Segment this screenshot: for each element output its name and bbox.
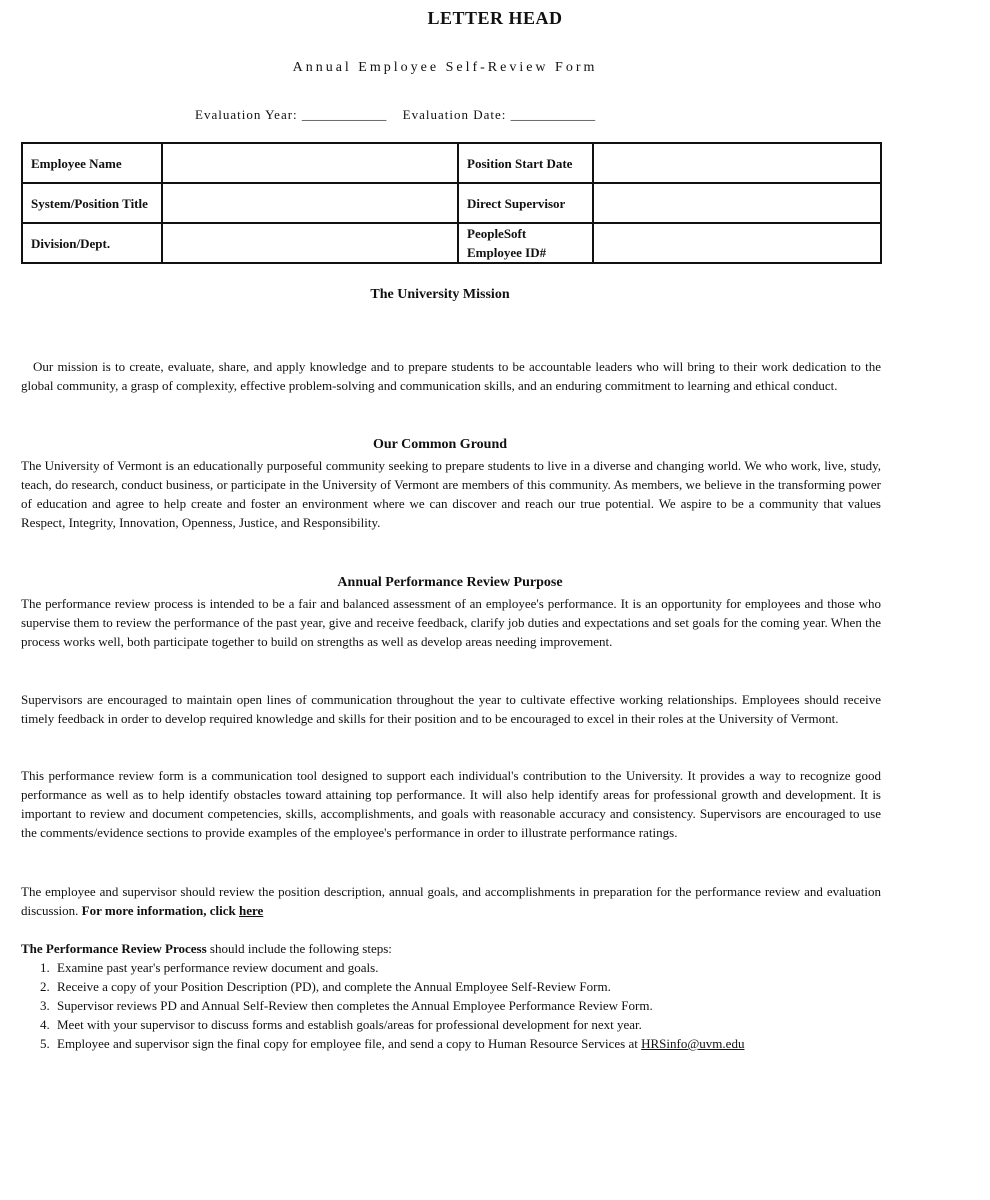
list-item bbox=[53, 1034, 913, 1053]
step-text: Employee and supervisor sign the final copy for employee file, and send a copy to Human Resource Services at bbox=[57, 1036, 638, 1051]
list-item bbox=[53, 977, 913, 996]
employee-info-table bbox=[21, 142, 882, 264]
step-text: Receive a copy of your Position Description (PD), and complete the Annual Employee Self-Review Form. bbox=[57, 979, 611, 994]
process-heading bbox=[21, 939, 881, 958]
division-dept-label: Division/Dept. bbox=[22, 223, 162, 263]
list-item bbox=[53, 958, 913, 977]
peoplesoft-id-field[interactable] bbox=[593, 223, 881, 263]
direct-supervisor-label: Direct Supervisor bbox=[458, 183, 593, 223]
step-text: Meet with your supervisor to discuss forms and establish goals/areas for professional development for next year. bbox=[57, 1017, 642, 1032]
hr-email-link[interactable]: HRSinfo@uvm.edu bbox=[641, 1036, 745, 1051]
table-row bbox=[22, 223, 881, 263]
evaluation-line bbox=[195, 107, 607, 123]
direct-supervisor-field[interactable] bbox=[593, 183, 881, 223]
table-row bbox=[22, 143, 881, 183]
common-ground-text: The University of Vermont is an educationally purposeful community seeking to prepare students to live in a diverse and changing world. We who work, live, study, teach, do research, conduct business, or participate in the University of Vermont are members of this community. As members, we believe in the transforming power of education and agree to help create and foster an environment where we can discover and reach our true potential. We aspire to be a community that values Respect, Integrity, Innovation, Openness, Justice, and Responsibility. bbox=[21, 458, 881, 530]
peoplesoft-id-label: PeopleSoft Employee ID# bbox=[458, 223, 593, 263]
purpose-paragraph-4-text: The employee and supervisor should review the position description, annual goals, and accomplishments in preparation for the performance review and evaluation discussion. bbox=[21, 884, 881, 918]
list-item bbox=[53, 1015, 913, 1034]
evaluation-year-field[interactable]: _____________ bbox=[301, 107, 387, 122]
evaluation-date-label: Evaluation Date: bbox=[402, 107, 507, 122]
process-heading-rest: should include the following steps: bbox=[209, 941, 392, 956]
here-link[interactable]: here bbox=[238, 903, 264, 918]
list-item bbox=[53, 996, 913, 1015]
system-position-title-label: System/Position Title bbox=[22, 183, 162, 223]
division-dept-field[interactable] bbox=[162, 223, 458, 263]
employee-name-field[interactable] bbox=[162, 143, 458, 183]
purpose-paragraph-3: This performance review form is a communication tool designed to support each individual's contribution to the University. It provides a way to recognize good performance as well as to help identify obstacles toward attaining top performance. It will also help identify areas for professional growth and development. It is important to review and document competencies, skills, accomplishments, and goals with reasonable accuracy and consistency. Supervisors are encouraged to use the comments/evidence sections to provide examples of the employee's performance in order to illustrate performance ratings. bbox=[21, 768, 881, 840]
evaluation-year-label: Evaluation Year: bbox=[195, 107, 298, 122]
letter-head: LETTER HEAD bbox=[427, 8, 563, 28]
mission-heading: The University Mission bbox=[370, 287, 510, 302]
evaluation-date-field[interactable]: _____________ bbox=[510, 107, 596, 122]
common-ground-heading: Our Common Ground bbox=[372, 437, 508, 452]
purpose-heading: Annual Performance Review Purpose bbox=[337, 575, 563, 590]
position-start-date-field[interactable] bbox=[593, 143, 881, 183]
position-start-date-label: Position Start Date bbox=[458, 143, 593, 183]
process-heading-bold: The Performance Review Process bbox=[21, 941, 207, 956]
step-text: Supervisor reviews PD and Annual Self-Review then completes the Annual Employee Performance Review Form. bbox=[57, 998, 653, 1013]
purpose-paragraph-1: The performance review process is intended to be a fair and balanced assessment of an employee's performance. It is an opportunity for employees and those who supervise them to review the performance of the past year, give and receive feedback, clarify job duties and expectations and set goals for the coming year. When the process works well, both participate together to build on strengths as well as develop areas needing improvement. bbox=[21, 596, 881, 649]
purpose-paragraph-4 bbox=[21, 882, 881, 920]
system-position-title-field[interactable] bbox=[162, 183, 458, 223]
process-steps-list bbox=[21, 958, 913, 1053]
mission-text: Our mission is to create, evaluate, share, and apply knowledge and to prepare students to be accountable leaders who will bring to their work dedication to the global community, a grasp of complexity, effective problem-solving and communication skills, and an enduring commitment to learning and ethical conduct. bbox=[21, 359, 881, 393]
form-title: Annual Employee Self-Review Form bbox=[292, 60, 598, 75]
more-info-text: For more information, click bbox=[81, 903, 236, 918]
employee-name-label: Employee Name bbox=[22, 143, 162, 183]
step-text: Examine past year's performance review document and goals. bbox=[57, 960, 379, 975]
purpose-paragraph-2: Supervisors are encouraged to maintain open lines of communication throughout the year to cultivate effective working relationships. Employees should receive timely feedback in order to develop required knowledge and skills for their position and to be encouraged to excel in their roles at the University of Vermont. bbox=[21, 692, 881, 726]
table-row bbox=[22, 183, 881, 223]
